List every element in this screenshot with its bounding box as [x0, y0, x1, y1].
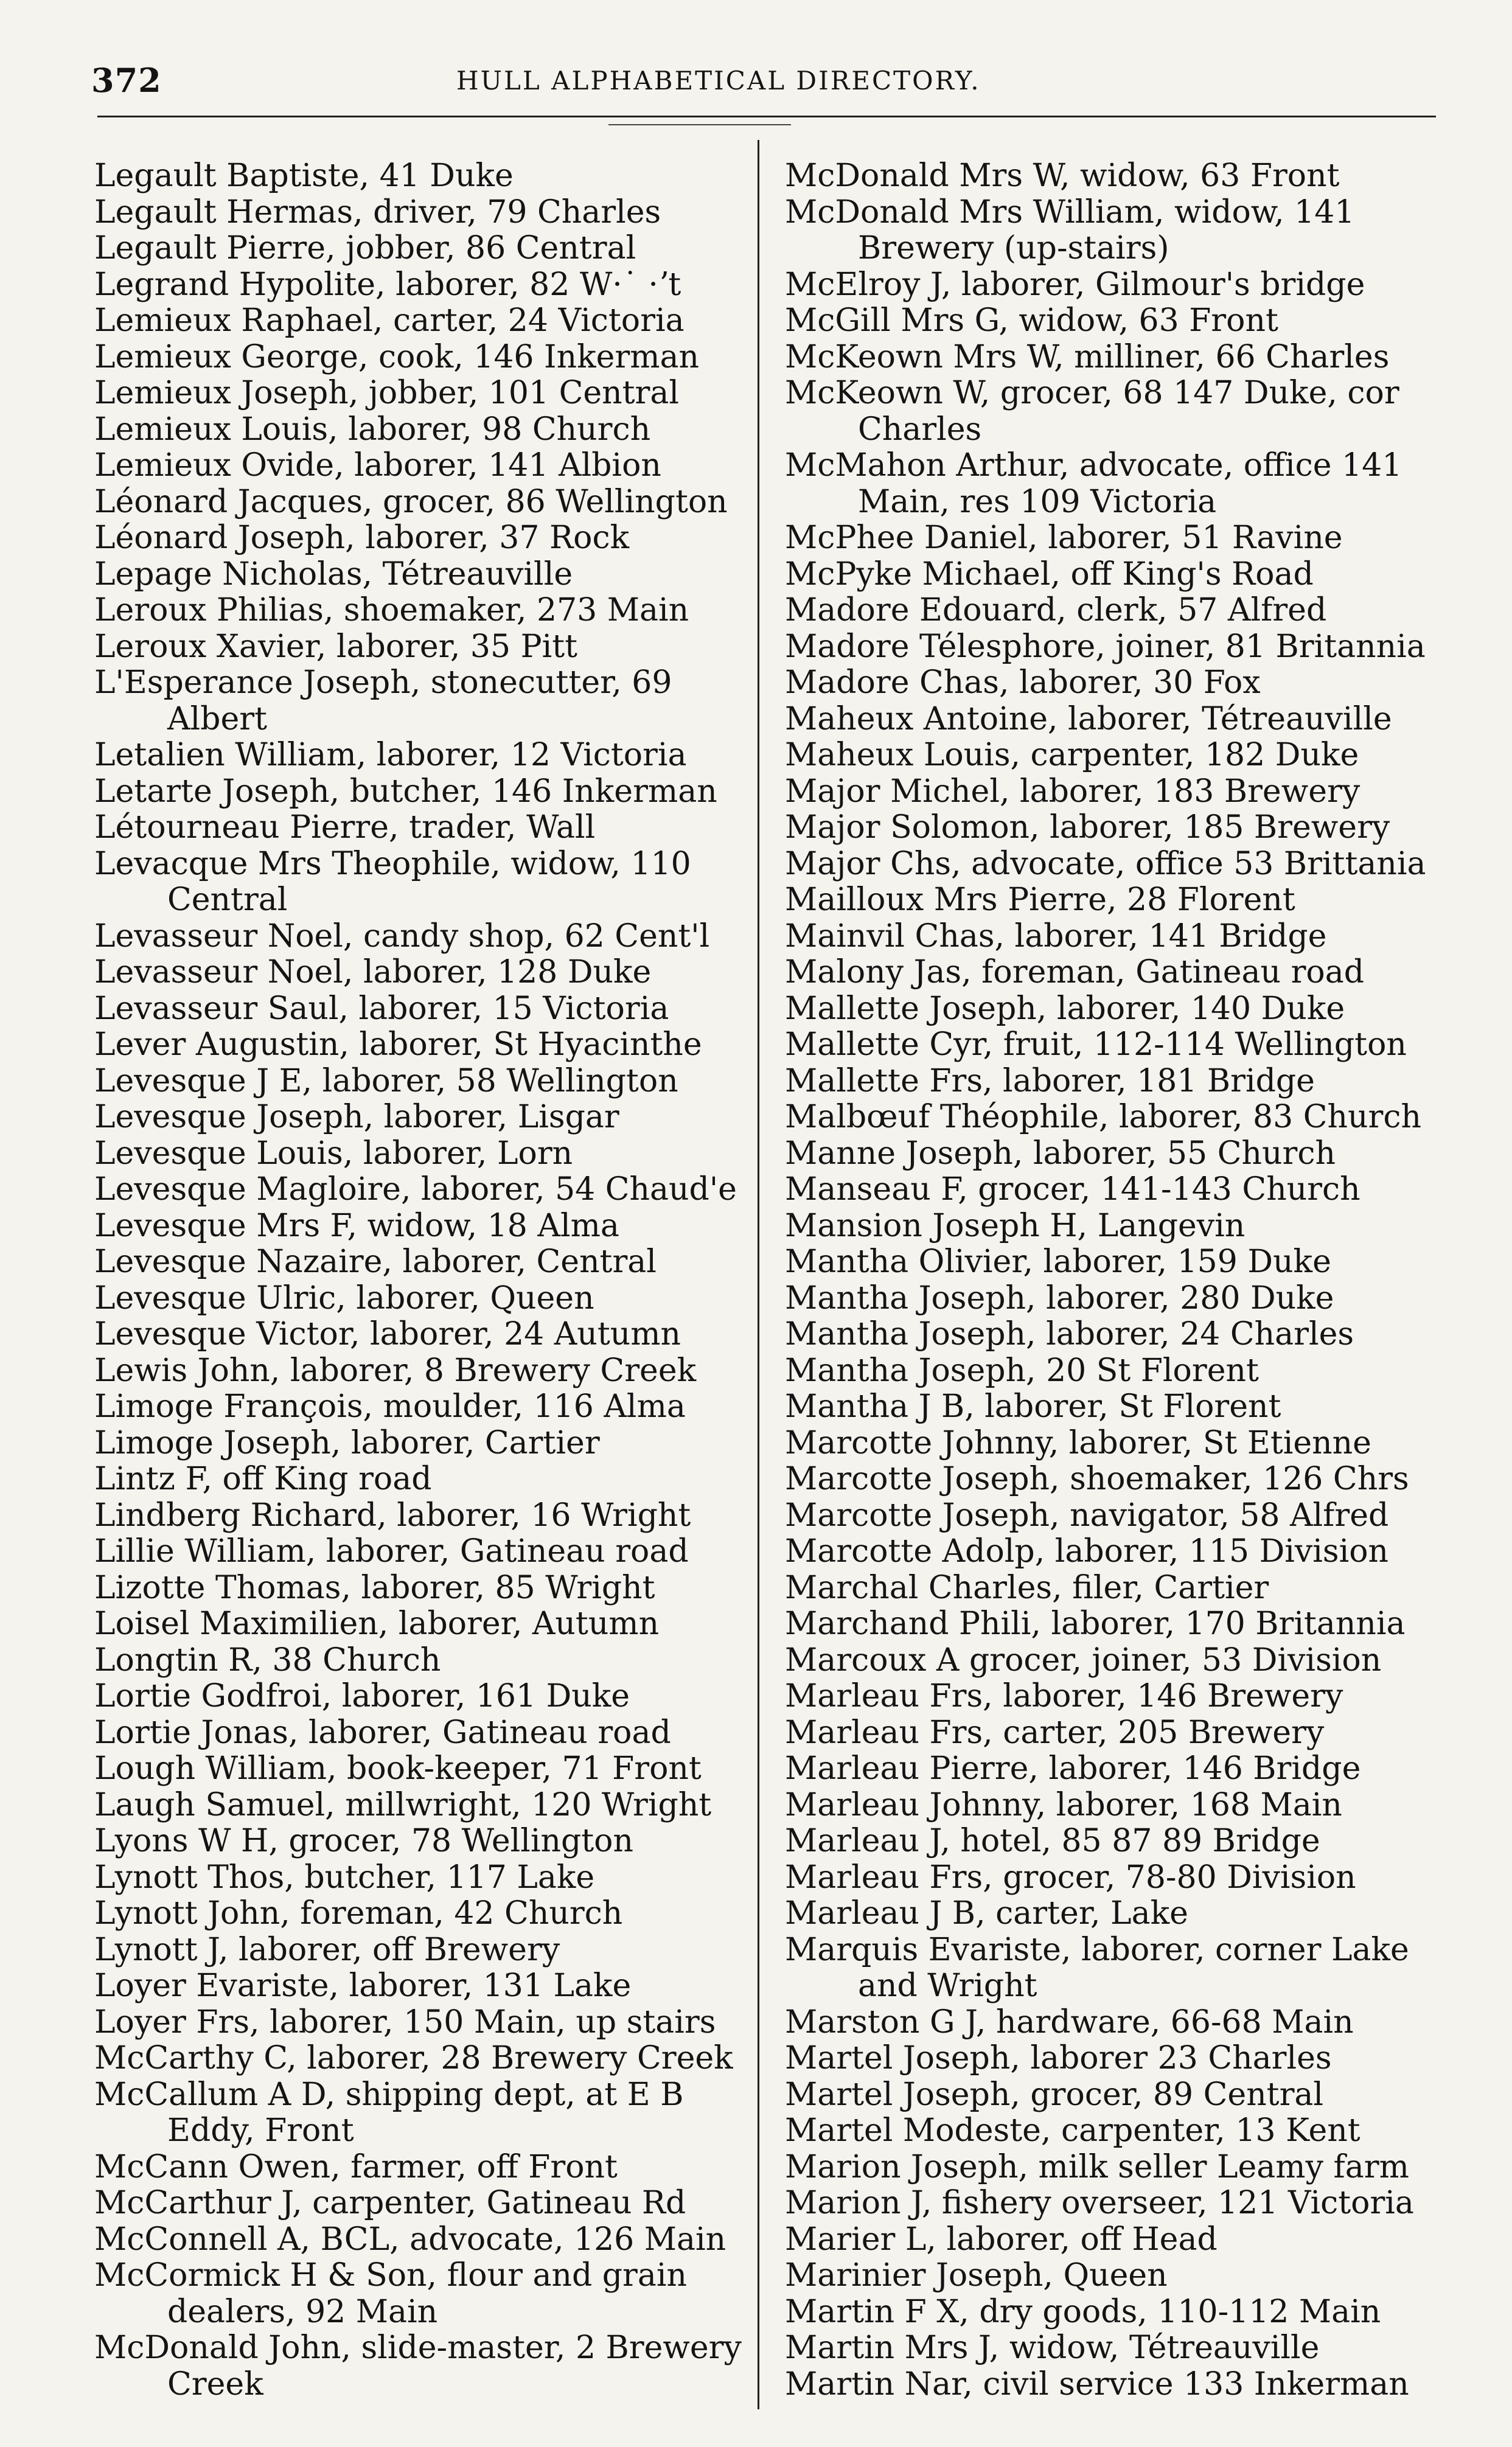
directory-entry: Lemieux Ovide, laborer, 141 Albion — [94, 447, 661, 484]
directory-entry: Levesque Joseph, laborer, Lisgar — [94, 1099, 619, 1135]
directory-entry: Legrand Hypolite, laborer, 82 W·˙ ·ʼt — [94, 266, 681, 303]
directory-entry: McPhee Daniel, laborer, 51 Ravine — [785, 520, 1343, 556]
directory-entry: Léonard Jacques, grocer, 86 Wellington — [94, 483, 728, 520]
directory-entry: Letalien William, laborer, 12 Victoria — [94, 737, 687, 773]
directory-entry: Lemieux George, cook, 146 Inkerman — [94, 338, 700, 375]
directory-entry: Marleau Frs, laborer, 146 Brewery — [785, 1678, 1343, 1714]
directory-entry: Major Michel, laborer, 183 Brewery — [785, 773, 1360, 810]
directory-entry: Marcotte Joseph, shoemaker, 126 Chrs — [785, 1461, 1409, 1497]
directory-entry: Malbœuf Théophile, laborer, 83 Church — [785, 1099, 1421, 1135]
directory-entry: Limoge François, moulder, 116 Alma — [94, 1388, 686, 1425]
directory-entry: McMahon Arthur, advocate, office 141 Main, res 109 Victoria — [785, 447, 1402, 520]
directory-entry: Madore Chas, laborer, 30 Fox — [785, 664, 1261, 701]
directory-entry: Legault Baptiste, 41 Duke — [94, 158, 514, 194]
directory-entry: Mainvil Chas, laborer, 141 Bridge — [785, 917, 1327, 955]
directory-entry: Levacque Mrs Theophile, widow, 110 Central — [94, 845, 691, 918]
directory-entry: McKeown Mrs W, milliner, 66 Charles — [785, 338, 1390, 375]
directory-entry: Martel Modeste, carpenter, 13 Kent — [785, 2112, 1360, 2149]
directory-entry: Lortie Godfroi, laborer, 161 Duke — [94, 1678, 630, 1714]
directory-entry: Lillie William, laborer, Gatineau road — [94, 1533, 689, 1570]
directory-entry: Mantha J B, laborer, St Florent — [785, 1388, 1281, 1425]
directory-entry: McConnell A, BCL, advocate, 126 Main — [94, 2221, 726, 2258]
directory-entry: McGill Mrs G, widow, 63 Front — [785, 302, 1278, 339]
directory-entry: Lindberg Richard, laborer, 16 Wright — [94, 1497, 691, 1534]
directory-entry: Marion Joseph, milk seller Leamy farm — [785, 2148, 1409, 2185]
directory-entry: Levesque Victor, laborer, 24 Autumn — [94, 1316, 681, 1352]
left-column — [94, 158, 764, 2403]
directory-entry: Martin F X, dry goods, 110-112 Main — [785, 2293, 1381, 2330]
directory-entry: McCarthy C, laborer, 28 Brewery Creek — [94, 2040, 733, 2076]
directory-entry: McCann Owen, farmer, off Front — [94, 2148, 618, 2185]
directory-entry: Martel Joseph, laborer 23 Charles — [785, 2040, 1332, 2076]
directory-entry: McKeown W, grocer, 68 147 Duke, cor Charles — [785, 375, 1399, 448]
directory-entry: Laugh Samuel, millwright, 120 Wright — [94, 1786, 712, 1823]
directory-entry: Martin Nar, civil service 133 Inkerman — [785, 2365, 1409, 2403]
directory-entry: Lynott J, laborer, off Brewery — [94, 1931, 560, 1968]
running-title: HULL ALPHABETICAL DIRECTORY. — [456, 66, 981, 96]
directory-entry: Lough William, book-keeper, 71 Front — [94, 1750, 702, 1787]
directory-entry: Mantha Olivier, laborer, 159 Duke — [785, 1244, 1331, 1280]
column-divider — [758, 140, 759, 2409]
directory-entry: Levasseur Noel, candy shop, 62 Cent'l — [94, 917, 710, 955]
directory-entry: Levesque Nazaire, laborer, Central — [94, 1244, 657, 1280]
directory-entry: Legault Hermas, driver, 79 Charles — [94, 193, 661, 231]
directory-entry: McDonald Mrs William, widow, 141 Brewery (up-stairs) — [785, 193, 1355, 266]
directory-entry: Loisel Maximilien, laborer, Autumn — [94, 1606, 660, 1642]
directory-entry: Marier L, laborer, off Head — [785, 2221, 1218, 2258]
directory-entry: Loyer Evariste, laborer, 131 Lake — [94, 1968, 632, 2004]
directory-entry: Manne Joseph, laborer, 55 Church — [785, 1135, 1336, 1172]
directory-entry: Marion J, fishery overseer, 121 Victoria — [785, 2185, 1414, 2221]
directory-entry: Mallette Cyr, fruit, 112-114 Wellington — [785, 1026, 1407, 1063]
page-number: 372 — [91, 61, 162, 100]
directory-entry: Lyons W H, grocer, 78 Wellington — [94, 1823, 633, 1859]
directory-entry: Lintz F, off King road — [94, 1461, 432, 1497]
directory-entry: McCarthur J, carpenter, Gatineau Rd — [94, 2185, 686, 2221]
directory-entry: Levasseur Saul, laborer, 15 Victoria — [94, 990, 669, 1027]
directory-entry: Mantha Joseph, 20 St Florent — [785, 1352, 1259, 1389]
directory-entry: Leroux Xavier, laborer, 35 Pitt — [94, 628, 577, 665]
directory-entry: Maheux Louis, carpenter, 182 Duke — [785, 737, 1359, 773]
directory-entry: Marleau J, hotel, 85 87 89 Bridge — [785, 1823, 1320, 1859]
directory-entry: McDonald John, slide-master, 2 Brewery Creek — [94, 2330, 742, 2403]
directory-entry: McElroy J, laborer, Gilmour's bridge — [785, 266, 1365, 303]
directory-entry: Madore Télesphore, joiner, 81 Britannia — [785, 628, 1426, 665]
directory-entry: Mallette Joseph, laborer, 140 Duke — [785, 990, 1345, 1027]
directory-entry: McDonald Mrs W, widow, 63 Front — [785, 158, 1340, 194]
directory-entry: Mansion Joseph H, Langevin — [785, 1207, 1245, 1244]
directory-entry: Levesque Magloire, laborer, 54 Chaud'e — [94, 1171, 737, 1208]
directory-entry: Marcoux A grocer, joiner, 53 Division — [785, 1641, 1382, 1679]
directory-entry: Marinier Joseph, Queen — [785, 2257, 1168, 2294]
directory-entry: Mailloux Mrs Pierre, 28 Florent — [785, 882, 1295, 918]
directory-entry: Marcotte Adolp, laborer, 115 Division — [785, 1533, 1389, 1570]
directory-entry: Major Chs, advocate, office 53 Brittania — [785, 845, 1426, 882]
directory-entry: Marleau Johnny, laborer, 168 Main — [785, 1786, 1342, 1823]
directory-entry: Leroux Philias, shoemaker, 273 Main — [94, 592, 689, 628]
directory-entry: Major Solomon, laborer, 185 Brewery — [785, 809, 1390, 846]
directory-entry: Lynott Thos, butcher, 117 Lake — [94, 1859, 595, 1896]
directory-entry: Levesque J E, laborer, 58 Wellington — [94, 1062, 678, 1099]
directory-entry: Marchand Phili, laborer, 170 Britannia — [785, 1606, 1406, 1642]
directory-entry: Lemieux Joseph, jobber, 101 Central — [94, 375, 680, 411]
directory-entry: Martel Joseph, grocer, 89 Central — [785, 2076, 1324, 2113]
directory-entry: Lizotte Thomas, laborer, 85 Wright — [94, 1569, 655, 1606]
directory-entry: McCormick H & Son, flour and grain dealers, 92 Main — [94, 2257, 688, 2330]
right-column — [785, 158, 1448, 2403]
directory-entry: Marleau Pierre, laborer, 146 Bridge — [785, 1750, 1361, 1787]
directory-entry: Madore Edouard, clerk, 57 Alfred — [785, 592, 1327, 628]
directory-entry: Mantha Joseph, laborer, 280 Duke — [785, 1279, 1334, 1317]
directory-entry: Lemieux Louis, laborer, 98 Church — [94, 411, 651, 448]
directory-entry: Mantha Joseph, laborer, 24 Charles — [785, 1316, 1354, 1352]
directory-entry: Marcotte Johnny, laborer, St Etienne — [785, 1424, 1371, 1461]
directory-entry: Levasseur Noel, laborer, 128 Duke — [94, 954, 652, 990]
directory-entry: Marston G J, hardware, 66-68 Main — [785, 2003, 1354, 2041]
directory-entry: Marcotte Joseph, navigator, 58 Alfred — [785, 1497, 1389, 1534]
header-rule — [97, 116, 1436, 117]
directory-entry: Levesque Ulric, laborer, Queen — [94, 1279, 594, 1317]
directory-entry: Maheux Antoine, laborer, Tétreauville — [785, 700, 1392, 737]
directory-entry: Lynott John, foreman, 42 Church — [94, 1895, 623, 1932]
directory-entry: Martin Mrs J, widow, Tétreauville — [785, 2330, 1320, 2366]
directory-entry: Loyer Frs, laborer, 150 Main, up stairs — [94, 2003, 716, 2041]
directory-entry: Marleau Frs, grocer, 78-80 Division — [785, 1859, 1356, 1896]
directory-entry: Marleau J B, carter, Lake — [785, 1895, 1188, 1932]
directory-entry: Lemieux Raphael, carter, 24 Victoria — [94, 302, 685, 339]
directory-entry: Malony Jas, foreman, Gatineau road — [785, 954, 1365, 990]
directory-entry: Lever Augustin, laborer, St Hyacinthe — [94, 1026, 702, 1063]
directory-entry: Letarte Joseph, butcher, 146 Inkerman — [94, 773, 717, 810]
directory-entry: McPyke Michael, off King's Road — [785, 555, 1314, 593]
directory-entry: McCallum A D, shipping dept, at E B Eddy, Front — [94, 2076, 684, 2149]
directory-entry: Manseau F, grocer, 141-143 Church — [785, 1171, 1360, 1208]
directory-entry: Marchal Charles, filer, Cartier — [785, 1569, 1269, 1606]
directory-entry: Marquis Evariste, laborer, corner Lake and Wright — [785, 1931, 1409, 2004]
directory-entry: Lewis John, laborer, 8 Brewery Creek — [94, 1352, 697, 1389]
directory-entry: Levesque Mrs F, widow, 18 Alma — [94, 1207, 619, 1244]
directory-entry: L'Esperance Joseph, stonecutter, 69 Albert — [94, 664, 672, 737]
directory-entry: Longtin R, 38 Church — [94, 1641, 441, 1679]
directory-entry: Legault Pierre, jobber, 86 Central — [94, 230, 636, 266]
directory-entry: Marleau Frs, carter, 205 Brewery — [785, 1714, 1325, 1751]
directory-entry: Létourneau Pierre, trader, Wall — [94, 809, 596, 846]
directory-entry: Levesque Louis, laborer, Lorn — [94, 1135, 573, 1172]
directory-entry: Lepage Nicholas, Tétreauville — [94, 555, 573, 593]
header-rule-short — [608, 124, 791, 125]
directory-entry: Lortie Jonas, laborer, Gatineau road — [94, 1714, 671, 1751]
page-header — [91, 61, 1442, 110]
directory-entry: Mallette Frs, laborer, 181 Bridge — [785, 1062, 1315, 1099]
directory-entry: Limoge Joseph, laborer, Cartier — [94, 1424, 600, 1461]
directory-entry: Léonard Joseph, laborer, 37 Rock — [94, 520, 630, 556]
